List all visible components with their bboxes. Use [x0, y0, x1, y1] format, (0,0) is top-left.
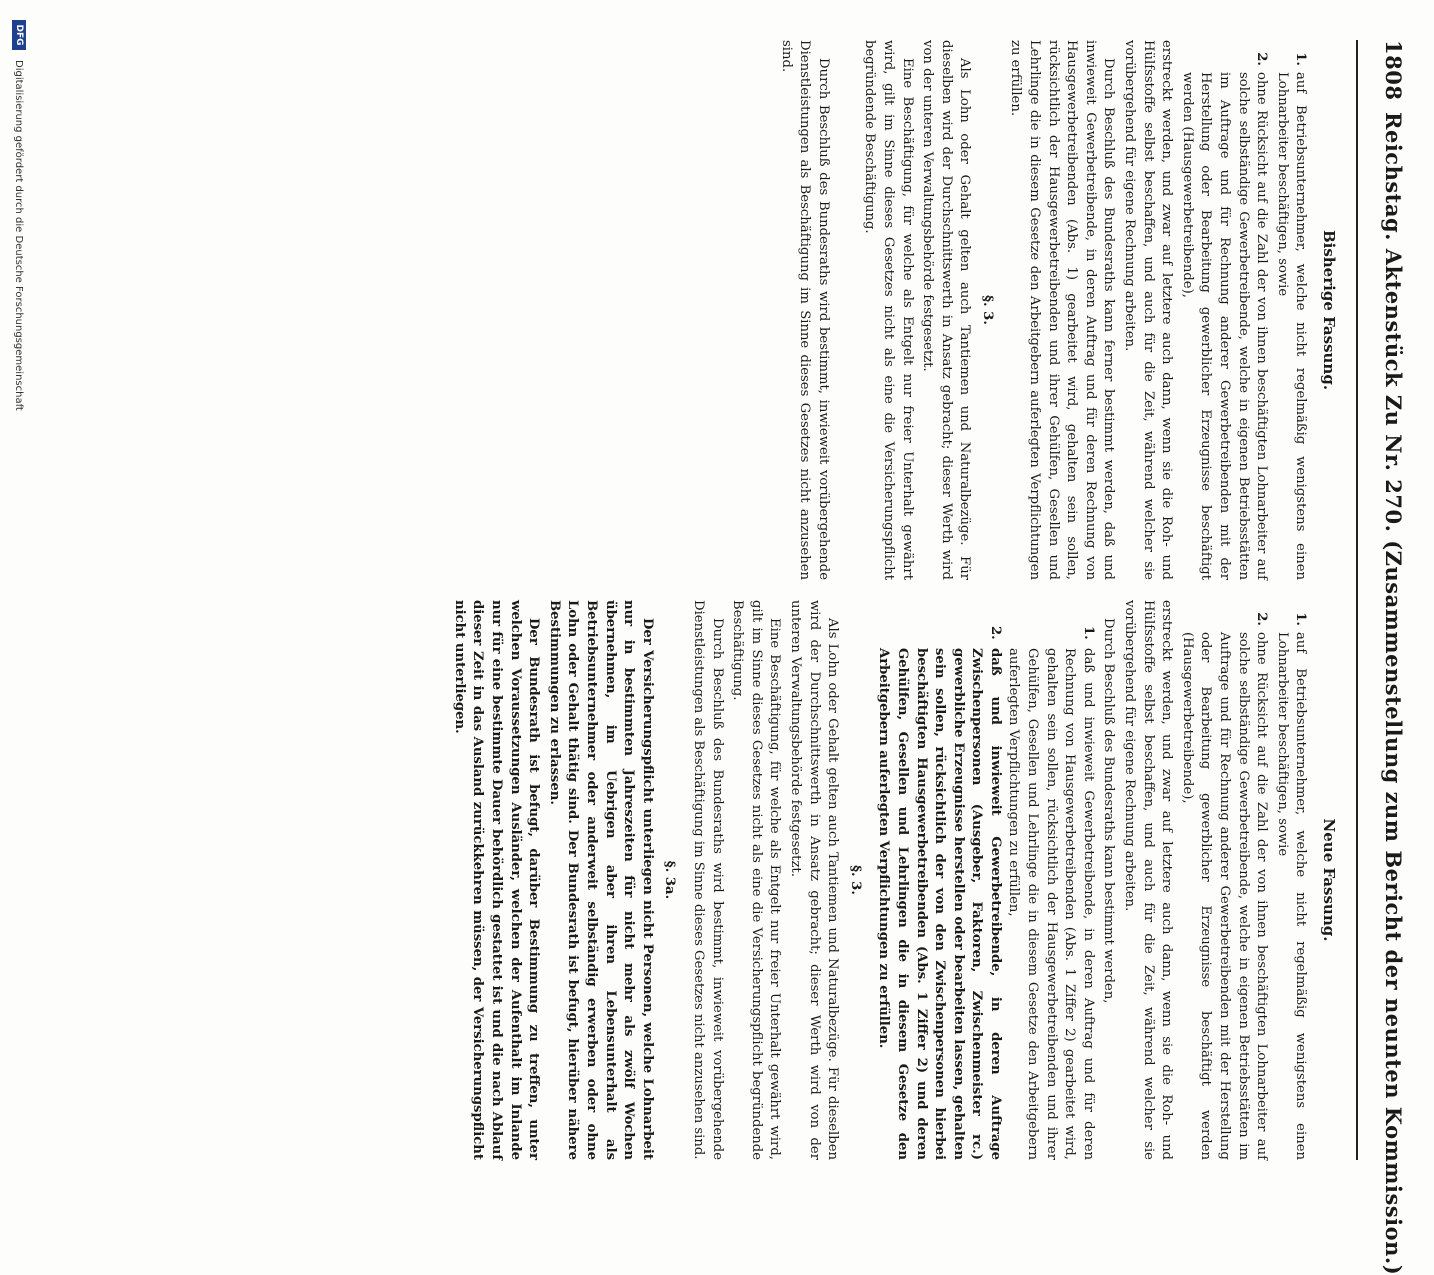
right-column	[447, 600, 1346, 1160]
sub-item-text: daß und inwieweit Gewerbetreibende, in deren Auftrage Zwischenpersonen (Ausgeber, Faktoren, Zwischenmeister rc.) gewerbliche Erzeugnisse herstellen oder bearbeiten lassen, gehalten sein sollen, rücksichtlich der von den Zwischenpersonen hierbei beschäftigten Hausgewerbetreibenden (Abs. 1 Ziffer 2) und deren Gehülfen, Gesellen und Lehrlingen die in diesem Gesetze den Arbeitgebern auferlegten Verpflichtungen zu erfüllen.	[876, 648, 1003, 1160]
paragraph: erstreckt werden, und zwar auf letztere auch dann, wenn sie die Roh- und Hülfsstoffe selbst beschaffen, und auch für die Zeit, während welcher sie vorübergehend für eigene Rechnung arbeiten.	[1122, 600, 1175, 1160]
sub-item	[874, 626, 1004, 1160]
paragraph: Der Bundesrath ist befugt, darüber Bestimmung zu treffen, unter welchen Voraussetzungen Ausländer, welchen der Aufenthalt im Inlande nur für eine bestimmte Dauer behördlich gestattet ist und die nach Ablauf dieser Zeit in das Ausland zurückkehren müssen, der Versicherungspflicht nicht unterliegen.	[451, 600, 542, 1160]
section-heading: §. 3.	[847, 865, 863, 895]
page-title: Reichstag. Aktenstück Zu Nr. 270. (Zusammenstellung zum Bericht der neunten Kommission.)	[1381, 112, 1406, 1275]
sub-item-number: 1.	[1080, 626, 1096, 640]
list-item	[1272, 40, 1309, 580]
page-header	[1354, 40, 1424, 1275]
paragraph: Als Lohn oder Gehalt gelten auch Tantiemen und Naturalbezüge. Für dieselben wird der Durchschnittswerth in Ansatz gebracht; dieser Werth wird von der unteren Verwaltungsbehörde festgesetzt.	[920, 40, 973, 580]
dfg-logo: DFG	[12, 20, 26, 50]
header-rule	[1356, 40, 1358, 1160]
item-text: auf Betriebsunternehmer, welche nicht regelmäßig wenigstens einen Lohnarbeiter beschäftigen, sowie	[1274, 632, 1309, 1160]
paragraph: Eine Beschäftigung, für welche als Entgelt nur freier Unterhalt gewährt wird, gilt im Sinne dieses Gesetzes nicht als eine die Versicherungspflicht begründende Beschäftigung.	[730, 600, 783, 1160]
left-column-heading: Bisherige Fassung.	[1320, 229, 1338, 391]
paragraph: Als Lohn oder Gehalt gelten auch Tantiemen und Naturalbezüge. Für dieselben wird der Durchschnittswerth in Ansatz gebracht; dieser Werth wird von der unteren Verwaltungsbehörde festgesetzt.	[787, 600, 841, 1160]
item-text: ohne Rücksicht auf die Zahl der von ihnen beschäftigten Lohnarbeiter auf solche selbständige Gewerbetreibende, welche in eigenen Betriebsstätten im Auftrage und für Rechnung anderer Gewerbetreibenden mit der Herstellung oder Bearbeitung gewerblicher Erzeugnisse beschäftigt werden (Hausgewerbetreibende),	[1179, 632, 1270, 1160]
item-text: auf Betriebsunternehmer, welche nicht regelmäßig wenigstens einen Lohnarbeiter beschäftigen, sowie	[1274, 72, 1309, 580]
sub-item-text: daß und inwieweit Gewerbetreibende, in deren Auftrag und für deren Rechnung von Hausgewerbetreibenden (Abs. 1 Ziffer 2) gearbeitet wird, gehalten sein sollen, rücksichtlich der Hausgewerbetreibenden und ihrer Gehülfen, Gesellen und Lehrlinge die in diesem Gesetze den Arbeitgebern auferlegten Verpflichtungen zu erfüllen,	[1006, 648, 1096, 1160]
section-heading: §. 3.	[979, 295, 995, 325]
item-number: 2.	[1254, 52, 1270, 66]
item-number: 1.	[1293, 612, 1309, 626]
item-number: 1.	[1293, 52, 1309, 66]
item-text: ohne Rücksicht auf die Zahl der von ihnen beschäftigten Lohnarbeiter auf solche selbständige Gewerbetreibende, welche in eigenen Betriebsstätten im Auftrage und für Rechnung anderer Gewerbetreibenden mit der Herstellung oder Bearbeitung gewerblicher Erzeugnisse beschäftigt werden (Hausgewerbetreibende),	[1179, 72, 1270, 580]
item-number: 2.	[1254, 612, 1270, 626]
paragraph: Durch Beschluß des Bundesraths wird bestimmt, inwieweit vorübergehende Dienstleistungen als Beschäftigung im Sinne dieses Gesetzes nicht anzusehen sind.	[691, 600, 725, 1160]
page-number: 1808	[1381, 40, 1406, 101]
sub-item	[1004, 626, 1097, 1160]
paragraph: Durch Beschluß des Bundesraths kann bestimmt werden,	[1101, 618, 1117, 1004]
list-item	[1177, 600, 1270, 1160]
paragraph: Eine Beschäftigung, für welche als Entgelt nur freier Unterhalt gewährt wird, gilt im Sinne dieses Gesetzes nicht als eine die Versicherungspflicht begründende Beschäftigung.	[862, 40, 915, 580]
sub-item-number: 2.	[987, 626, 1003, 640]
paragraph: Durch Beschluß des Bundesraths kann ferner bestimmt werden, daß und inwieweit Gewerbetreibende, in deren Auftrag und für deren Rechnung von Hausgewerbetreibenden (Abs. 1) gearbeitet wird, gehalten sein sollen, rücksichtlich der Hausgewerbetreibenden und ihrer Gehülfen, Gesellen und Lehrlinge die in diesem Gesetze den Arbeitgebern auferlegten Verpflichtungen zu erfüllen.	[1008, 40, 1117, 580]
list-item	[1177, 40, 1270, 580]
left-column	[774, 40, 1346, 580]
paragraph: Durch Beschluß des Bundesraths wird bestimmt, inwieweit vorübergehende Dienstleistungen als Beschäftigung im Sinne dieses Gesetzes nicht anzusehen sind.	[778, 40, 831, 580]
right-column-heading: Neue Fassung.	[1320, 818, 1338, 942]
section-heading: §. 3a.	[662, 860, 678, 900]
footer-note: Digitalisierung gefördert durch die Deutsche Forschungsgemeinschaft	[13, 60, 24, 411]
paragraph: Der Versicherungspflicht unterliegen nicht Personen, welche Lohnarbeit nur in bestimmten Jahreszeiten für nicht mehr als zwölf Wochen übernehmen, im Uebrigen aber ihren Lebensunterhalt als Betriebsunternehmer oder anderweit selbständig erwerben oder ohne Lohn oder Gehalt thätig sind. Der Bundesrath ist befugt, hierüber nähere Bestimmungen zu erlassen.	[546, 600, 655, 1160]
list-item	[1272, 600, 1309, 1160]
paragraph: erstreckt werden, und zwar auf letztere auch dann, wenn sie die Roh- und Hülfsstoffe selbst beschaffen, und auch für die Zeit, während welcher sie vorübergehend für eigene Rechnung arbeiten.	[1122, 40, 1175, 580]
